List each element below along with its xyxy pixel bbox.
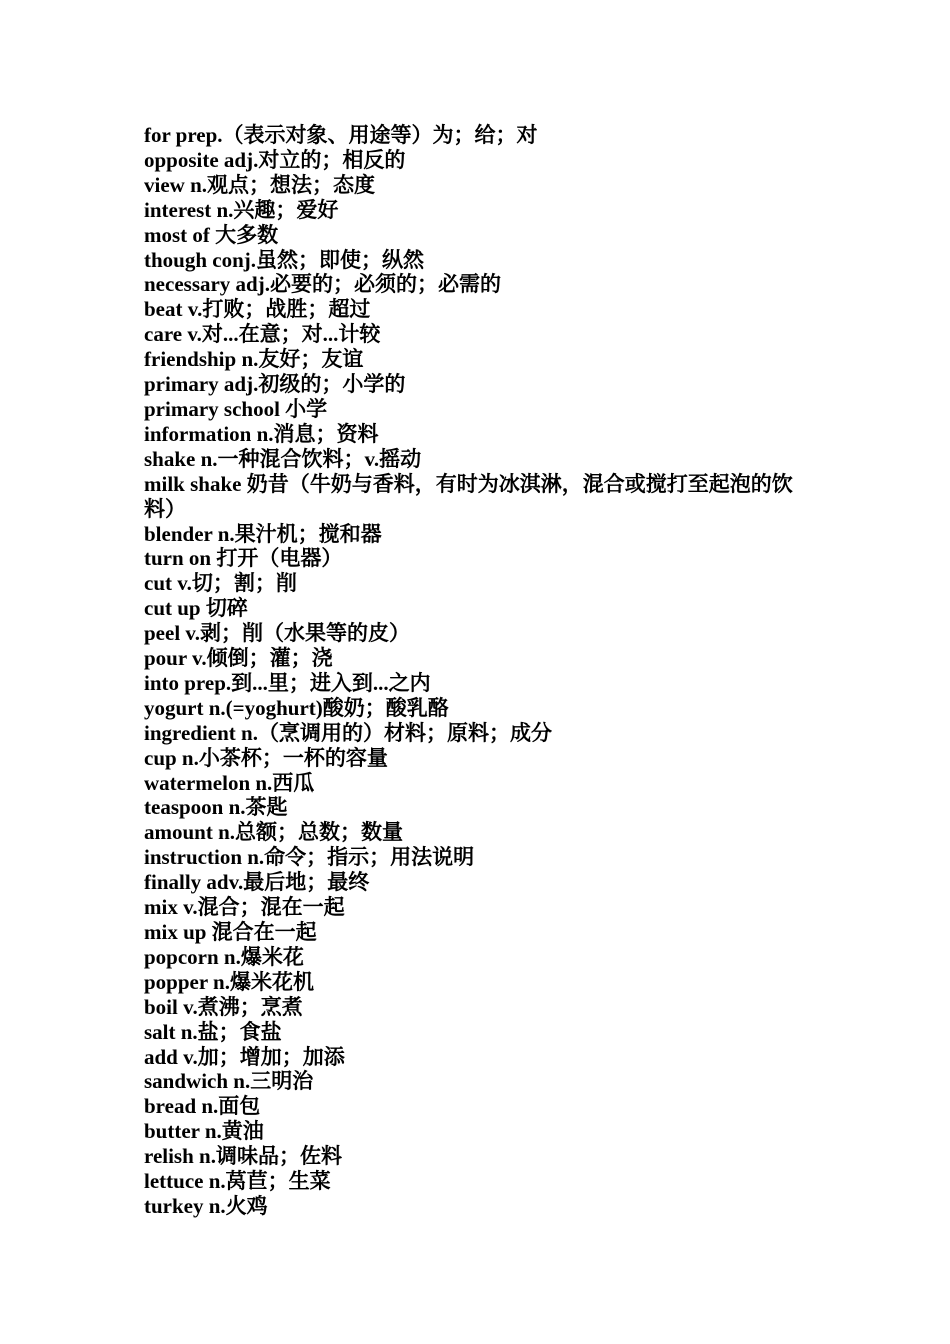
vocab-entry: shake n.一种混合饮料；v.摇动 [144,446,422,471]
vocab-entry: care v.对...在意；对...计较 [144,322,381,347]
vocab-entry: instruction n.命令；指示；用法说明 [144,845,475,870]
vocab-entry: turn on 打开（电器） [144,546,343,571]
vocab-entry: for prep.（表示对象、用途等）为；给；对 [144,123,538,147]
vocab-entry: relish n.调味品；佐料 [144,1144,342,1169]
vocab-entry: peel v.剥；削（水果等的皮） [144,621,410,646]
vocab-entry: watermelon n.西瓜 [144,770,315,795]
vocab-entry: bread n.面包 [144,1094,261,1119]
vocab-entry: yogurt n.(=yoghurt)酸奶；酸乳酪 [144,695,449,720]
vocab-entry: lettuce n.莴苣；生菜 [144,1169,331,1194]
vocab-entry: cut up 切碎 [144,596,248,621]
vocab-entry: boil v.煮沸；烹煮 [144,994,303,1019]
vocab-entry: primary school 小学 [144,396,328,421]
vocab-entry: finally adv.最后地；最终 [144,870,370,895]
vocab-entry: teaspoon n.茶匙 [144,795,288,820]
vocab-entry: add v.加；增加；加添 [144,1044,345,1069]
vocab-entry: information n.消息；资料 [144,421,379,446]
vocab-entry: most of 大多数 [144,222,279,247]
vocab-entry: popcorn n.爆米花 [144,944,304,969]
vocab-entry: opposite adj.对立的；相反的 [144,147,406,172]
vocab-entry: though conj.虽然；即使；纵然 [144,247,425,272]
vocab-entry: into prep.到...里；进入到...之内 [144,670,431,695]
vocab-entry: primary adj.初级的；小学的 [144,372,406,397]
vocab-entry: cut v.切；割；削 [144,571,297,596]
vocab-entry: mix v.混合；混在一起 [144,895,345,920]
vocab-entry: turkey n.火鸡 [144,1193,268,1218]
vocab-entry: milk shake 奶昔（牛奶与香料，有时为冰淇淋，混合或搅打至起泡的饮料） [144,471,793,521]
vocab-entry: sandwich n.三明治 [144,1069,314,1094]
vocab-entry: salt n.盐；食盐 [144,1019,282,1044]
vocab-entry: view n.观点；想法；态度 [144,172,375,197]
vocab-entry: pour v.倾倒；灌；浇 [144,646,333,671]
vocab-entry: friendship n.友好；友谊 [144,347,364,372]
vocab-entry: amount n.总额；总数；数量 [144,820,404,845]
vocab-entry: necessary adj.必要的；必须的；必需的 [144,272,501,297]
vocab-entry: beat v.打败；战胜；超过 [144,297,371,322]
vocab-entry: interest n.兴趣；爱好 [144,197,339,222]
vocab-entry: ingredient n.（烹调用的）材料；原料；成分 [144,720,552,745]
vocab-entry: butter n.黄油 [144,1119,264,1144]
vocabulary-list [144,123,814,1219]
vocab-entry: cup n.小茶杯；一杯的容量 [144,745,388,770]
vocab-entry: mix up 混合在一起 [144,920,317,944]
vocab-entry: popper n.爆米花机 [144,969,314,994]
vocab-entry: blender n.果汁机；搅和器 [144,521,382,546]
